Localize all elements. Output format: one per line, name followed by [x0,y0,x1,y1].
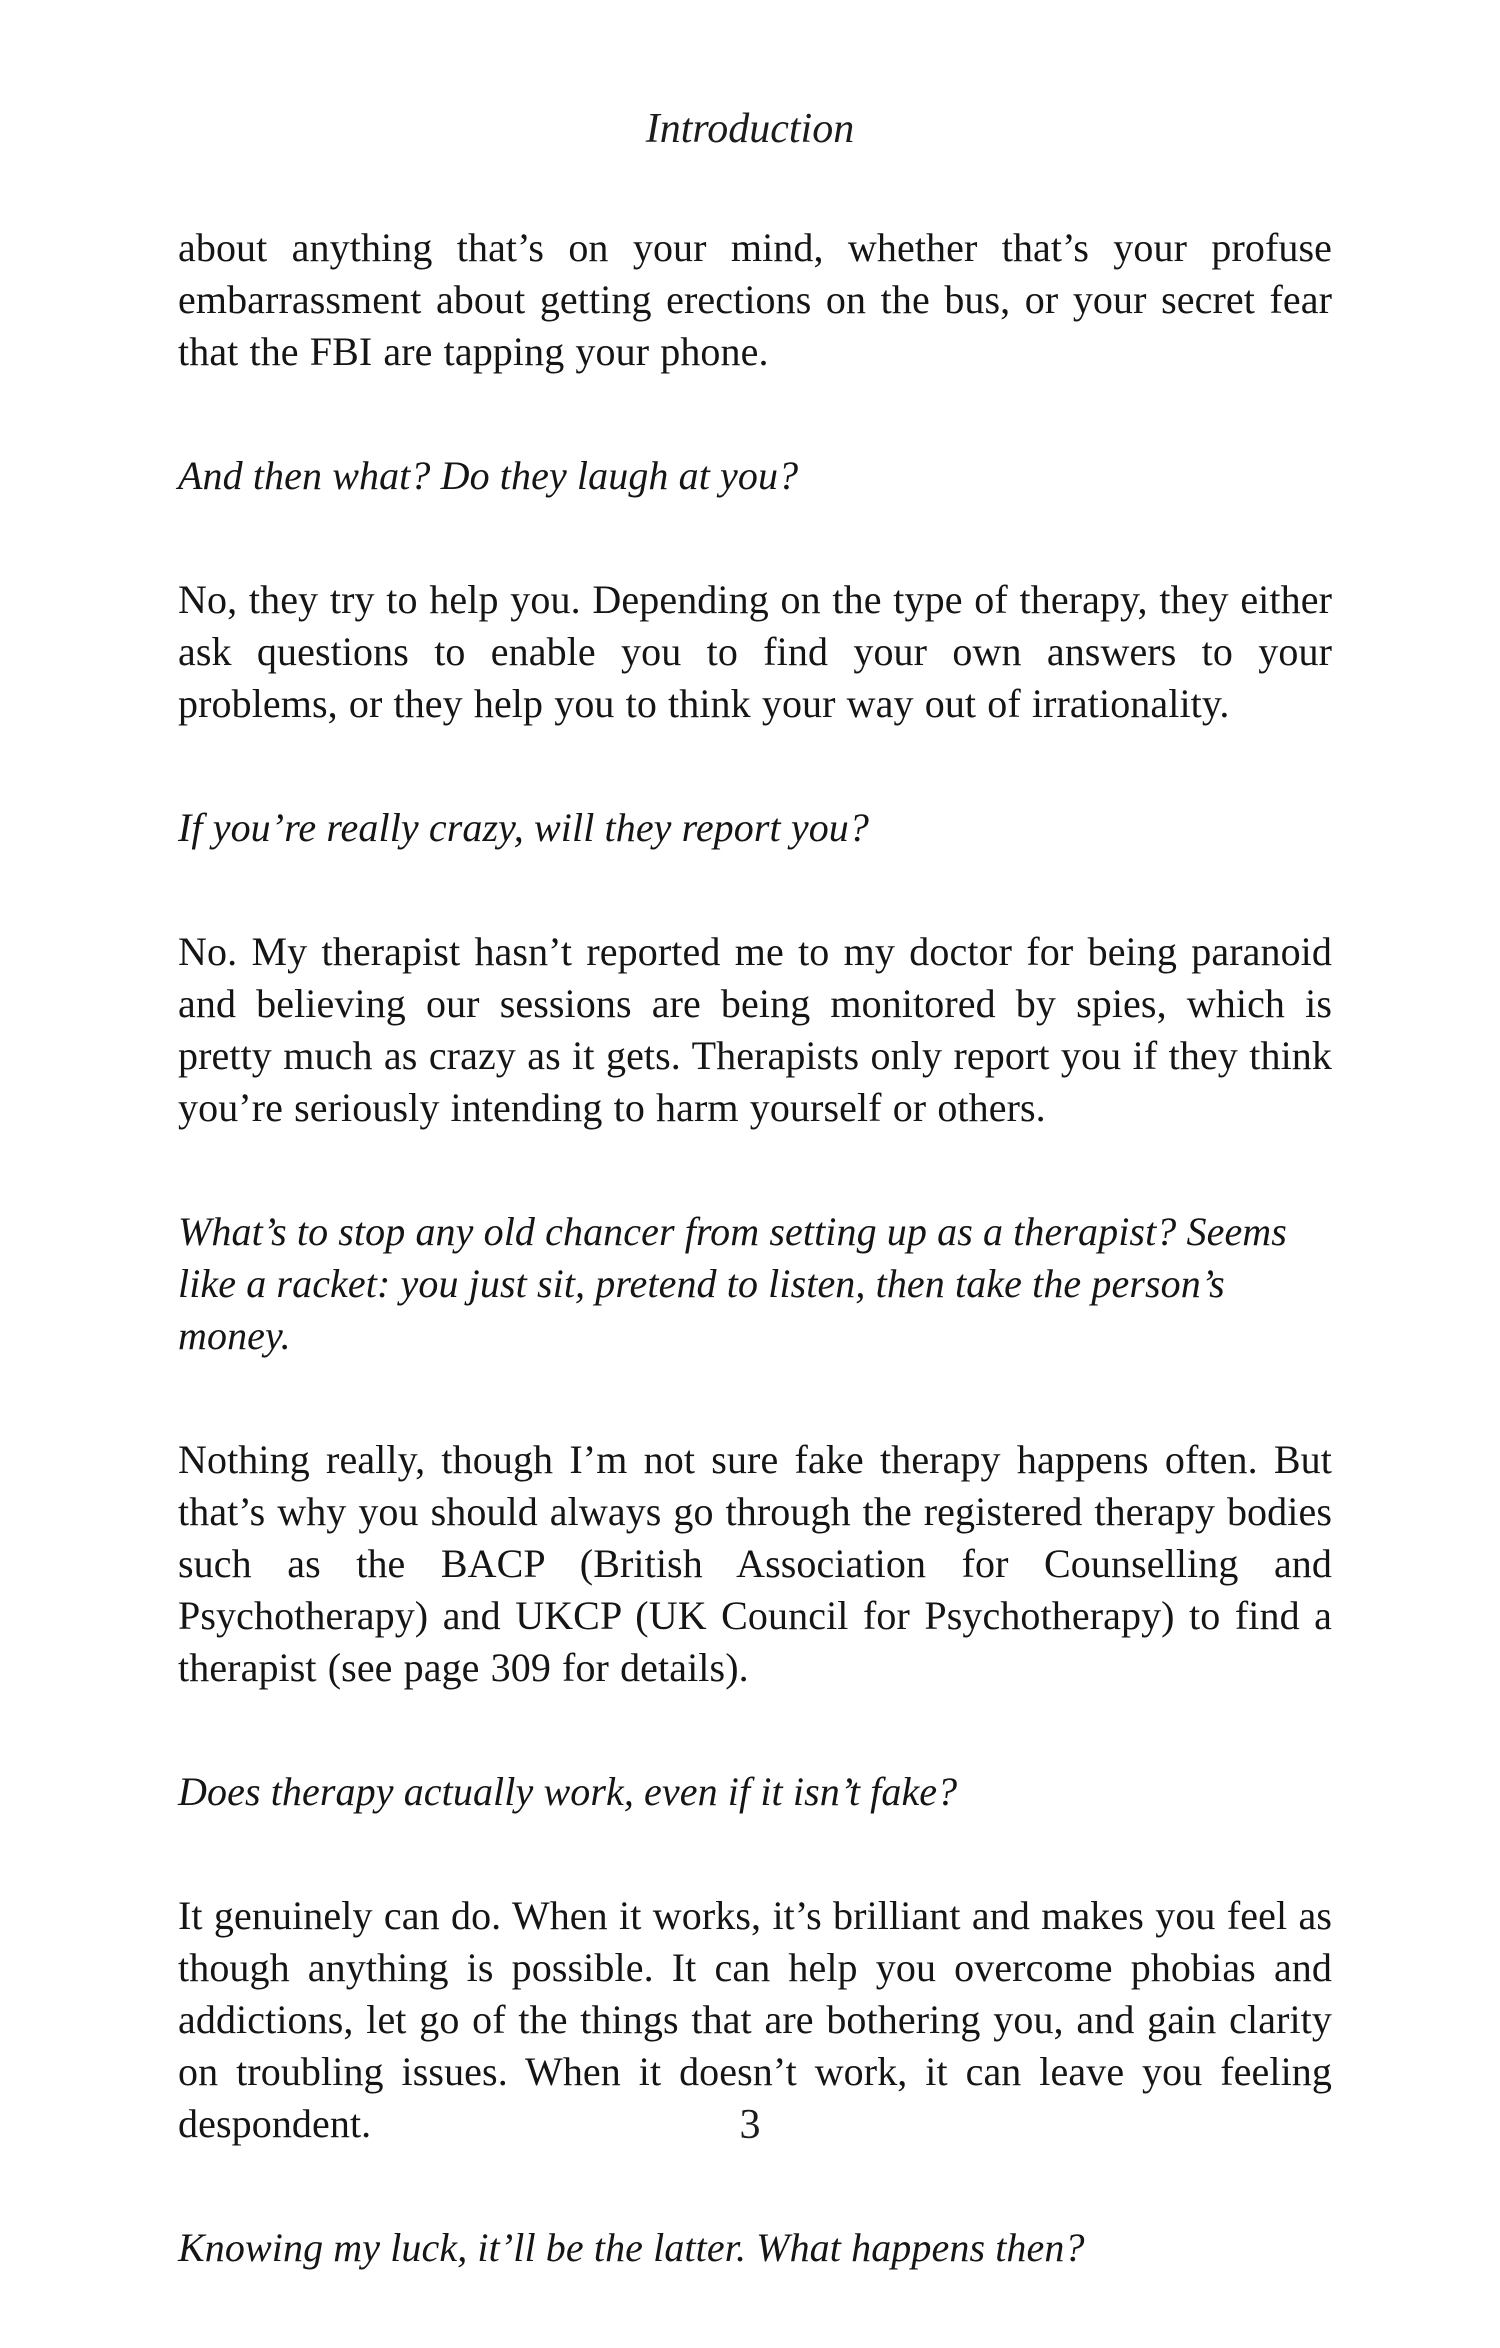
running-head: Introduction [645,106,855,152]
body-paragraph-5: It genuinely can do. When it works, it’s brilliant and makes you feel as though anything is possible. It can help you overcome phobias and addictions, let go of the things that are bothering you, and gain clarity on troubling issues. When it doesn’t work, it can leave you feeling despondent. [178,1893,1332,2146]
question-3: What’s to stop any old chancer from setting up as a therapist? Seems like a racket: you just sit, pretend to listen, then take the person’s money. [178,1209,1287,1358]
question-4: Does therapy actually work, even if it isn’t fake? [178,1769,958,1814]
page-body [178,222,1332,2348]
question-1: And then what? Do they laugh at you? [178,453,799,498]
question-5: Knowing my luck, it’ll be the latter. What happens then? [178,2225,1085,2270]
body-paragraph-2: No, they try to help you. Depending on the type of therapy, they either ask questions to enable you to find your own answers to your problems, or they help you to think your way out of irrationality. [178,577,1332,726]
body-paragraph-4: Nothing really, though I’m not sure fake therapy happens often. But that’s why you should always go through the registered therapy bodies such as the BACP (British Association for Counselling and Psychotherapy) and UKCP (UK Council for Psychotherapy) to find a therapist (see page 309 for details). [178,1437,1332,1690]
body-paragraph-3: No. My therapist hasn’t reported me to my doctor for being paranoid and believing our sessions are being monitored by spies, which is pretty much as crazy as it gets. Therapists only report you if they think you’re seriously intending to harm yourself or others. [178,929,1332,1130]
body-paragraph-1: about anything that’s on your mind, whether that’s your profuse embarrassment about getting erections on the bus, or your secret fear that the FBI are tapping your phone. [178,225,1332,374]
page-number: 3 [739,2102,761,2148]
question-2: If you’re really crazy, will they report you? [178,805,870,850]
